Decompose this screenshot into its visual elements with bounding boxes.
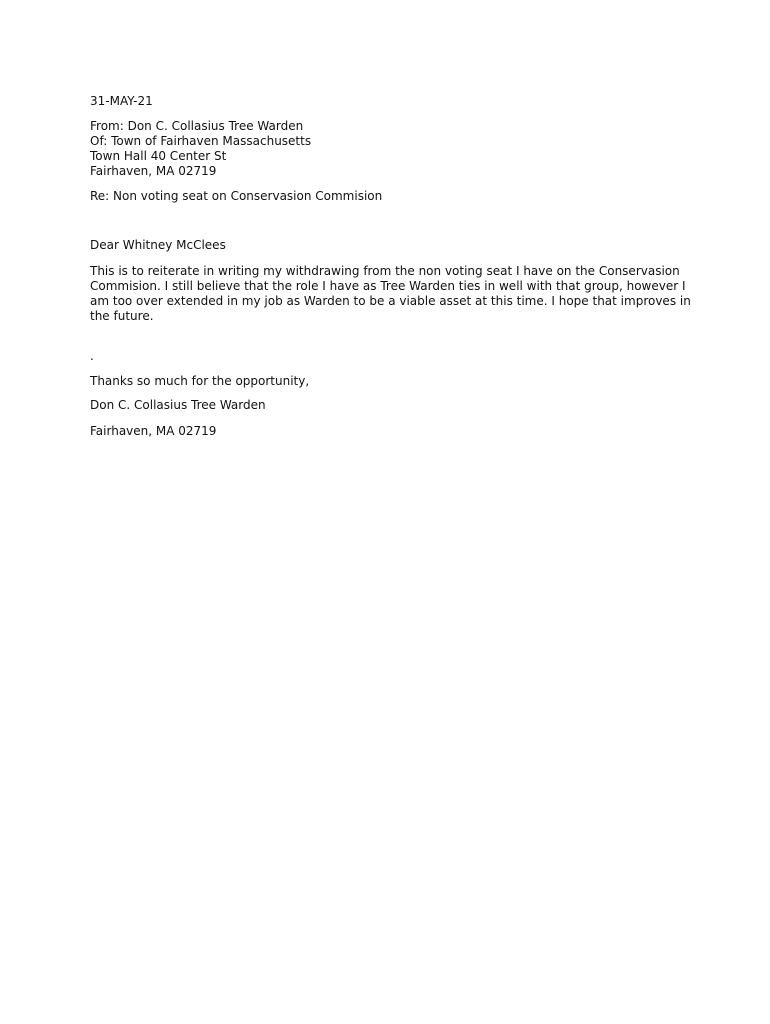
signature-name: Don C. Collasius Tree Warden	[90, 398, 266, 412]
body-line: Commision. I still believe that the role I have as Tree Warden ties in well with that group, however I	[90, 279, 686, 293]
body-line: am too over extended in my job as Warden to be a viable asset at this time. I hope that improves in	[90, 294, 691, 308]
sender-from: From: Don C. Collasius Tree Warden	[90, 119, 304, 133]
spacer-dot: .	[90, 349, 94, 363]
salutation: Dear Whitney McClees	[90, 238, 226, 252]
sender-organization: Of: Town of Fairhaven Massachusetts	[90, 134, 312, 148]
letter-date: 31-MAY-21	[90, 94, 153, 108]
sender-address-line-2: Fairhaven, MA 02719	[90, 164, 217, 178]
body-line: the future.	[90, 309, 154, 323]
signature-location: Fairhaven, MA 02719	[90, 424, 217, 438]
closing: Thanks so much for the opportunity,	[90, 374, 310, 388]
sender-address-line-1: Town Hall 40 Center St	[90, 149, 227, 163]
subject-line: Re: Non voting seat on Conservasion Commision	[90, 189, 383, 203]
body-line: This is to reiterate in writing my withdrawing from the non voting seat I have on the Conservasion	[90, 264, 680, 278]
